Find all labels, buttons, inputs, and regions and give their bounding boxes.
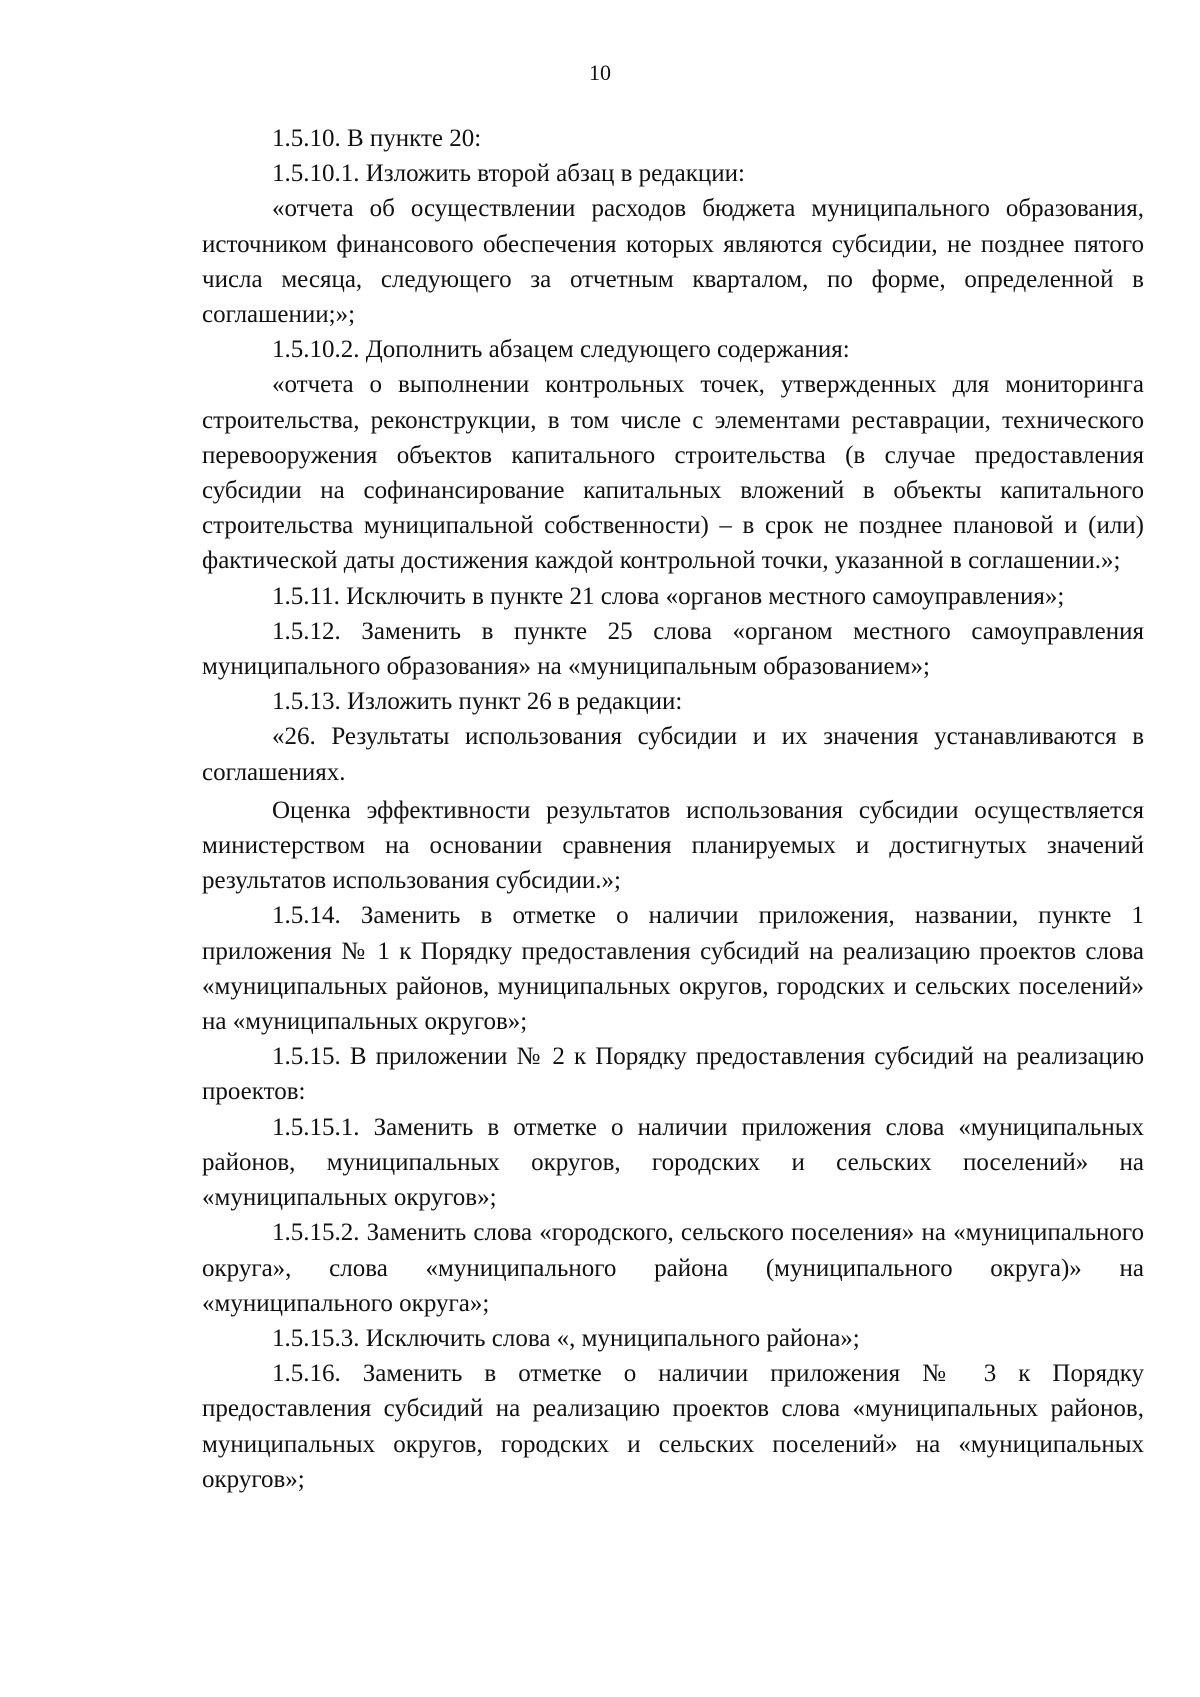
page-number: 10 [589, 60, 611, 85]
paragraph: 1.5.12. Заменить в пункте 25 слова «органом местного самоуправления муниципального образования» на «муниципальным образованием»; [202, 617, 1144, 681]
paragraph: 1.5.15.1. Заменить в отметке о наличии приложения слова «муниципальных районов, муниципальных округов, городских и сельских поселений» на «муниципальных округов»; [202, 1113, 1144, 1212]
paragraph: 1.5.10.1. Изложить второй абзац в редакции: [272, 160, 745, 188]
paragraph: 1.5.14. Заменить в отметке о наличии приложения, названии, пункте 1 приложения № 1 к Порядку предоставления субсидий на реализацию проектов слова «муниципальных районов, муниципальных округов, городских и сельских поселений» на «муниципальных округов»; [202, 902, 1144, 1036]
paragraph: 1.5.10.2. Дополнить абзацем следующего содержания: [272, 336, 850, 364]
paragraph: 1.5.15.3. Исключить слова «, муниципального района»; [272, 1324, 860, 1352]
paragraph: Оценка эффективности результатов использования субсидии осуществляется министерством на основании сравнения планируемых и достигнутых значений результатов использования субсидии.»; [202, 796, 1144, 895]
paragraph: 1.5.11. Исключить в пункте 21 слова «органов местного самоуправления»; [272, 582, 1065, 610]
paragraph: 1.5.15.2. Заменить слова «городского, сельского поселения» на «муниципального округа», слова «муниципального района (муниципального округа)» на «муниципального округа»; [202, 1219, 1144, 1317]
document-body [202, 121, 1144, 1497]
paragraph: «отчета о выполнении контрольных точек, утвержденных для мониторинга строительства, реконструкции, в том числе с элементами реставрации, технического перевооружения объектов капитального строительства (в случае предоставления субсидии на софинансирование капитальных вложений в объекты капитального строительства муниципальной собственности) – в срок не позднее плановой и (или) фактической даты достижения каждой контрольной точки, указанной в соглашении.»; [202, 371, 1144, 575]
paragraph: 1.5.16. Заменить в отметке о наличии приложения № 3 к Порядку предоставления субсидий на реализацию проектов слова «муниципальных районов, муниципальных округов, городских и сельских поселений» на «муниципальных округов»; [202, 1360, 1144, 1493]
paragraph: 1.5.10. В пункте 20: [272, 125, 482, 152]
paragraph: «отчета об осуществлении расходов бюджета муниципального образования, источником финансового обеспечения которых являются субсидии, не позднее пятого числа месяца, следующего за отчетным кварталом, по форме, определенной в соглашении;»; [202, 195, 1144, 329]
paragraph: 1.5.13. Изложить пункт 26 в редакции: [272, 688, 683, 716]
paragraph: «26. Результаты использования субсидии и их значения устанавливаются в соглашениях. [202, 723, 1144, 786]
paragraph: 1.5.15. В приложении № 2 к Порядку предоставления субсидий на реализацию проектов: [202, 1043, 1144, 1106]
